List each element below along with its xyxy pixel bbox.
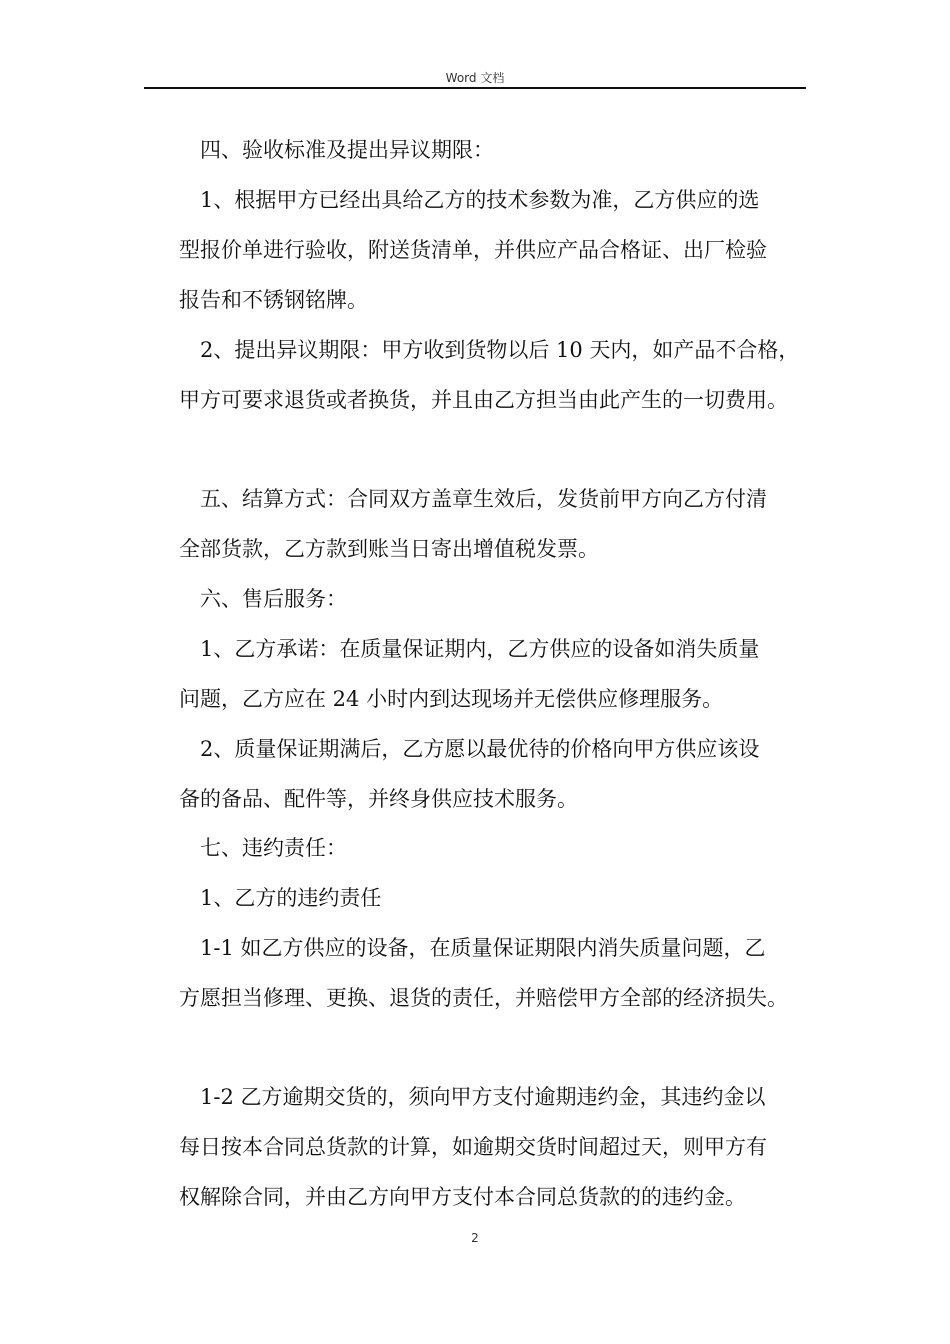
paragraph-line: 2、质量保证期满后，乙方愿以最优待的价格向甲方供应该设: [200, 737, 760, 761]
paragraph-line: 权解除合同，并由乙方向甲方支付本合同总货款的的违约金。: [179, 1185, 746, 1209]
paragraph-line: 甲方可要求退货或者换货，并且由乙方担当由此产生的一切费用。: [179, 388, 788, 412]
page-header: Word 文档: [445, 71, 505, 85]
section-heading: 五、结算方式：合同双方盖章生效后，发货前甲方向乙方付清: [200, 487, 767, 511]
section-heading: 七、违约责任：: [200, 836, 347, 860]
paragraph-line: 全部货款，乙方款到账当日寄出增值税发票。: [179, 537, 599, 561]
section-heading: 四、验收标准及提出异议期限：: [200, 138, 494, 162]
paragraph-line: 1、根据甲方已经出具给乙方的技术参数为准，乙方供应的选: [200, 188, 760, 212]
paragraph-line: 1-2 乙方逾期交货的，须向甲方支付逾期违约金，其违约金以: [200, 1085, 766, 1109]
subsection-heading: 1、乙方的违约责任: [200, 886, 382, 910]
paragraph-line: 备的备品、配件等，并终身供应技术服务。: [179, 787, 578, 811]
paragraph-line: 每日按本合同总货款的计算，如逾期交货时间超过天，则甲方有: [179, 1135, 767, 1159]
paragraph-line: 2、提出异议期限：甲方收到货物以后 10 天内，如产品不合格，: [200, 338, 800, 362]
page-number: 2: [471, 1231, 479, 1245]
paragraph-line: 报告和不锈钢铭牌。: [179, 288, 368, 312]
paragraph-line: 问题，乙方应在 24 小时内到达现场并无偿供应修理服务。: [179, 687, 724, 711]
paragraph-line: 方愿担当修理、更换、退货的责任，并赔偿甲方全部的经济损失。: [179, 986, 788, 1010]
paragraph-line: 1、乙方承诺：在质量保证期内，乙方供应的设备如消失质量: [200, 637, 760, 661]
paragraph-line: 1-1 如乙方供应的设备，在质量保证期限内消失质量问题，乙: [200, 936, 766, 960]
section-heading: 六、售后服务：: [200, 587, 347, 611]
paragraph-line: 型报价单进行验收，附送货清单，并供应产品合格证、出厂检验: [179, 238, 767, 262]
